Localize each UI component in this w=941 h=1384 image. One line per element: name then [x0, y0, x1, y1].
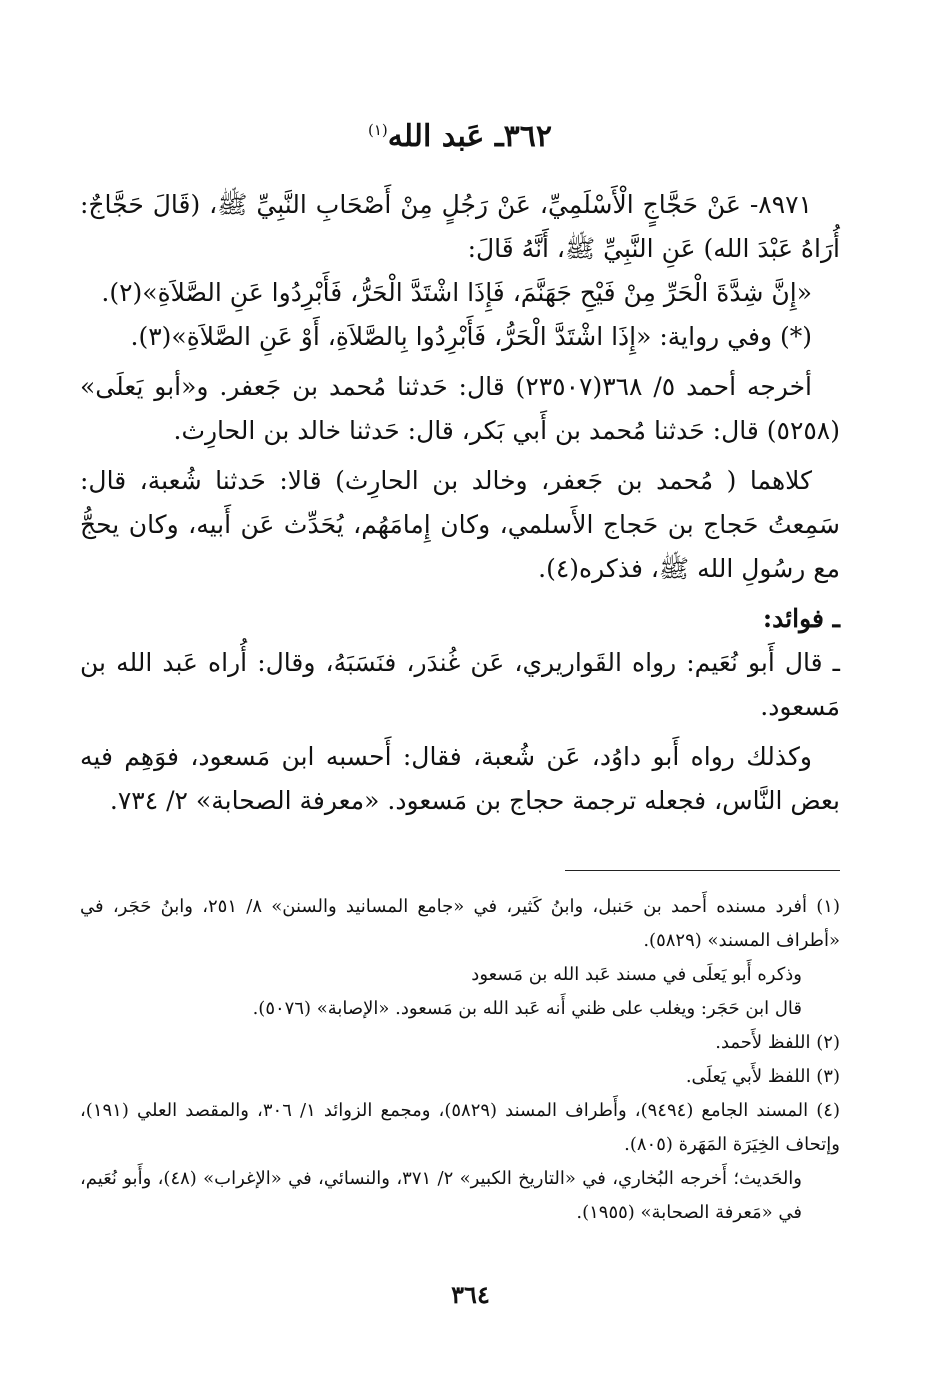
footnote-4-note: والحَديث؛ أَخرجه البُخاري، في «التاريخ الكبير» ٢/ ٣٧١، والنسائي، في «الإغراب» (٤٨)، وأَبو نُعَيم، في «مَعرفة الصحابة» (١٩٥٥). — [80, 1168, 802, 1223]
chapter-footnote-ref: (١) — [368, 121, 388, 139]
footnote-3: (٣) اللفظ لأَبي يَعلَى. — [685, 1066, 840, 1087]
chapter-title — [80, 110, 840, 157]
takhrij-paragraph-2: كلاهما ( مُحمد بن جَعفر، وخالد بن الحارِث) قالا: حَدثنا شُعبة، قال: سَمِعتُ حَجاج بن حَجاج الأَسلمي، وكان إِمامَهُم، يُحَدِّث عَن أَبيه، وكان يحجُّ مع رسُولِ الله ﷺ، فذكره(٤). — [80, 466, 840, 583]
footnote-1-note-a: وذكره أَبو يَعلَى في مسند عَبد الله بن مَسعود — [471, 964, 802, 985]
main-text — [80, 183, 840, 823]
footnote-2: (٢) اللفظ لأَحمد. — [715, 1032, 840, 1053]
fawaid-paragraph-2: وكذلك رواه أَبو داوُد، عَن شُعبة، فقال: أَحسبه ابن مَسعود، فوَهِم فيه بعض النَّاس، فجعله ترجمة حجاج بن مَسعود. «معرفة الصحابة» ٢/ ٧٣٤. — [80, 742, 840, 815]
hadith-intro: ٨٩٧١- عَنْ حَجَّاجٍ الْأَسْلَمِيِّ، عَنْ رَجُلٍ مِنْ أَصْحَابِ النَّبِيِّ ﷺ، (قَالَ حَجَّاجٌ: أُرَاهُ عَبْدَ الله) عَنِ النَّبِيِّ ﷺ، أَنَّهُ قَالَ: — [80, 190, 840, 263]
chapter-title-text: ٣٦٢ـ عَبد الله — [387, 119, 552, 154]
footnotes — [80, 890, 840, 1230]
page-number: ٣٦٤ — [451, 1280, 490, 1309]
page-body — [80, 110, 840, 823]
fawaid-heading: ـ فوائد: — [762, 604, 840, 633]
fawaid-paragraph-1: ـ قال أَبو نُعَيم: رواه القَواريري، عَن غُندَر، فنَسَبَهُ، وقال: أُراه عَبد الله بن مَسعود. — [80, 648, 840, 721]
hadith-text: «إِنَّ شِدَّةَ الْحَرِّ مِنْ فَيْحِ جَهَنَّمَ، فَإِذَا اشْتَدَّ الْحَرُّ، فَأَبْرِدُوا عَنِ الصَّلاَةِ»(٢). — [101, 278, 812, 307]
hadith-variant: (*) وفي رواية: «إِذَا اشْتَدَّ الْحَرُّ، فَأَبْرِدُوا بِالصَّلاَةِ، أَوْ عَنِ الصَّلاَةِ»(٣). — [130, 322, 812, 351]
takhrij-paragraph-1: أخرجه أحمد ٥/ ٣٦٨(٢٣٥٠٧) قال: حَدثنا مُحمد بن جَعفر. و«أبو يَعلَى» (٥٢٥٨) قال: حَدثنا مُحمد بن أَبي بَكر، قال: حَدثنا خالد بن الحارِث. — [80, 372, 840, 445]
footnote-4: (٤) المسند الجامع (٩٤٩٤)، وأَطراف المسند (٥٨٢٩)، ومجمع الزوائد ١/ ٣٠٦، والمقصد العلي (١٩١)، وإتحاف الخِيَرَة المَهَرة (٨٠٥). — [80, 1100, 840, 1155]
footnote-1: (١) أفرد مسنده أَحمد بن حَنبل، وابنُ كَثير، في «جامع المسانيد والسنن» ٨/ ٢٥١، وابنُ حَجَر، في «أطراف المسند» (٥٨٢٩). — [80, 896, 840, 951]
footnote-1-note-b: قال ابن حَجَر: ويغلب على ظني أَنه عَبد الله بن مَسعود. «الإصابة» (٥٠٧٦). — [252, 998, 802, 1019]
footnote-divider — [565, 870, 840, 871]
